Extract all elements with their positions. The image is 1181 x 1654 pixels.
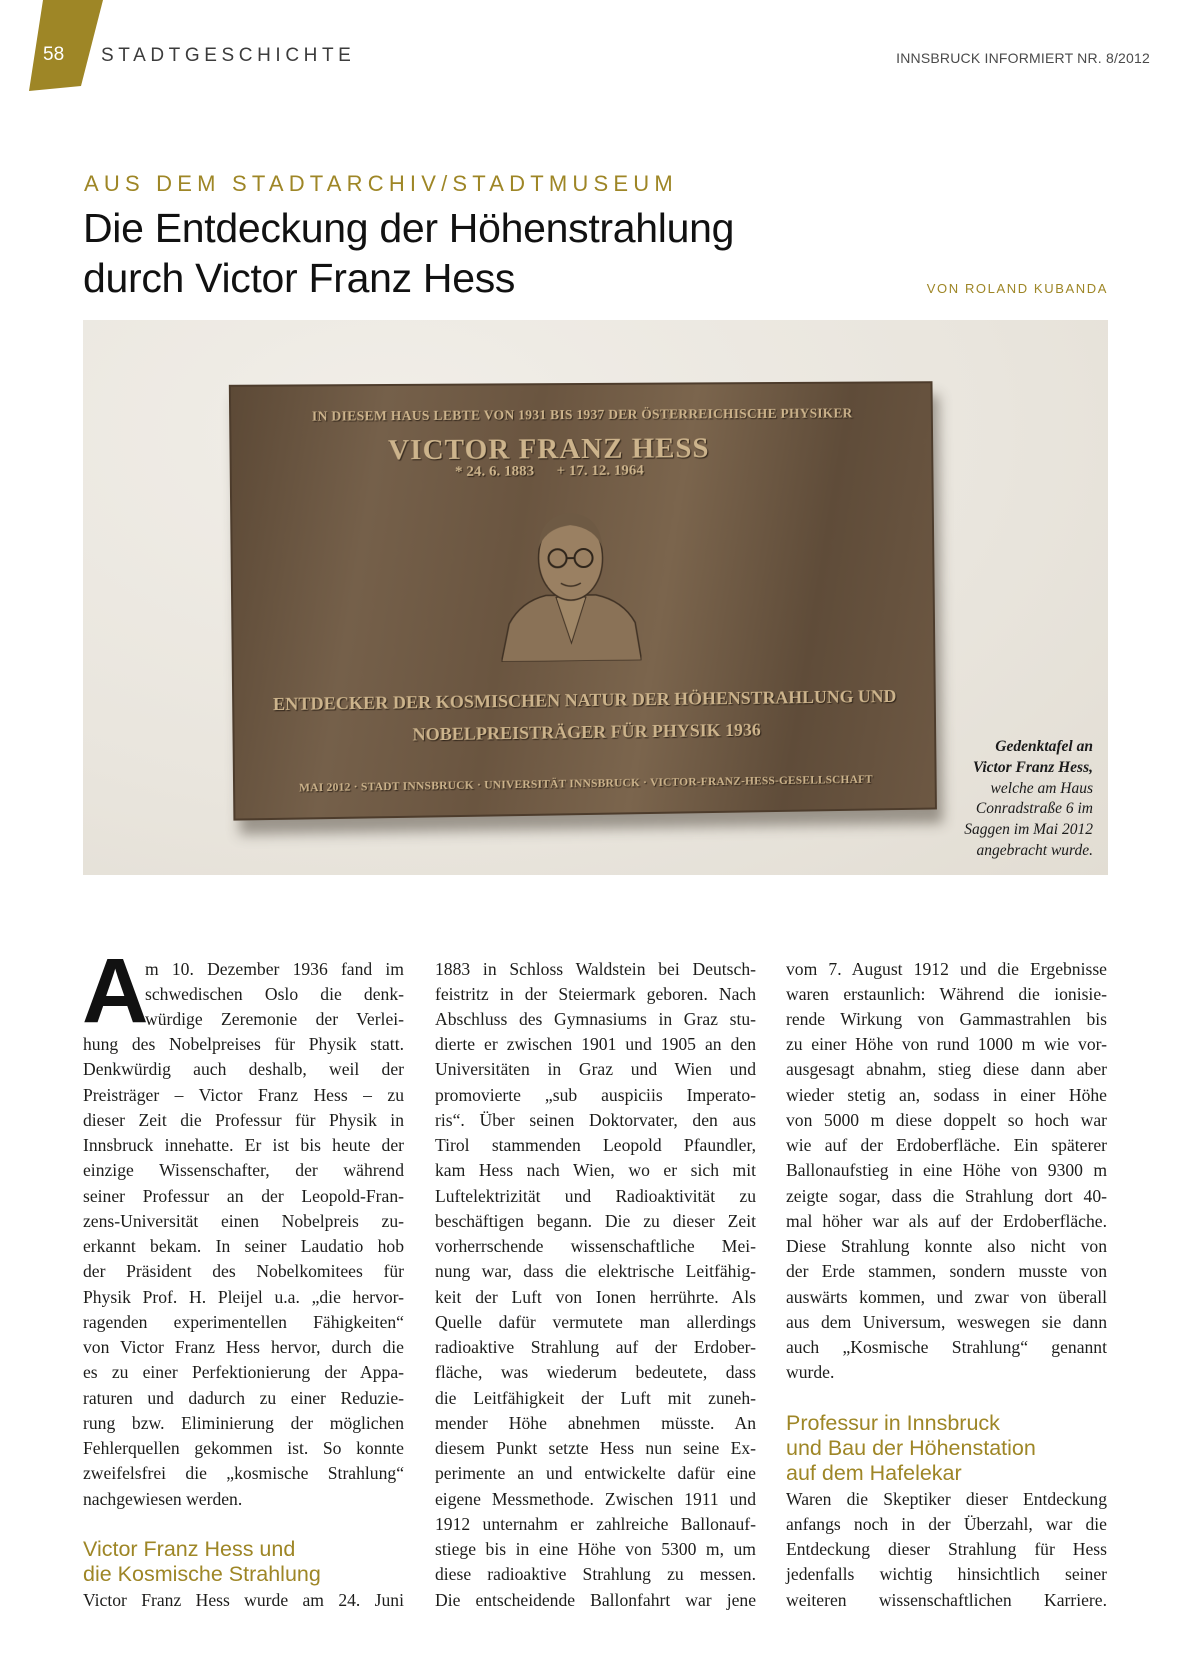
caption-line: Conradstraße 6 im	[975, 800, 1093, 818]
caption-line: welche am Haus	[990, 779, 1093, 797]
body-text-line: mender Höhe abnehmen müsste. An	[435, 1412, 756, 1433]
caption-line: Victor Franz Hess,	[972, 758, 1093, 776]
body-text-line: Fehlerquellen gekommen ist. So konnte	[83, 1438, 404, 1459]
body-text-line: Diese Strahlung konnte also nicht von	[786, 1236, 1107, 1257]
body-text-line: jedenfalls wichtig hinsichtlich seiner	[786, 1564, 1107, 1585]
body-text-line: weiteren wissenschaftlichen Karriere.	[786, 1589, 1107, 1610]
body-text-line: anfangs noch in der Überzahl, war die	[786, 1513, 1107, 1534]
body-text-line: ausgesagt abnahm, stieg diese dann aber	[786, 1059, 1107, 1080]
body-text-line: feistritz in der Steiermark geboren. Nach	[435, 983, 756, 1004]
body-text-line: Die entscheidende Ballonfahrt war jene	[435, 1589, 756, 1610]
article-title-line: Die Entdeckung der Höhenstrahlung	[83, 205, 735, 251]
body-text-line: die Leitfähigkeit der Luft mit zuneh-	[435, 1387, 756, 1408]
body-text-line: erkannt bekam. In seiner Laudatio hob	[83, 1236, 404, 1257]
body-text-line: vom 7. August 1912 und die Ergebnisse	[786, 958, 1107, 979]
body-text-line: rung bzw. Eliminierung der möglichen	[83, 1412, 404, 1433]
subheading-line: die Kosmische Strahlung	[83, 1562, 321, 1587]
body-text-line: Denkwürdig auch deshalb, weil der	[83, 1059, 404, 1080]
body-text-line: raturen und dadurch zu einer Reduzie-	[83, 1387, 404, 1408]
body-text-line: schwedischen Oslo die denk-	[145, 983, 404, 1004]
body-text-line: wie auf der Erdoberfläche. Ein späterer	[786, 1135, 1107, 1156]
body-text-line: diesem Punkt setzte Hess nun seine Ex-	[435, 1438, 756, 1459]
caption-line: Saggen im Mai 2012	[964, 821, 1093, 839]
plaque-photo	[83, 320, 1108, 875]
body-text-line: Entdeckung dieser Strahlung für Hess	[786, 1539, 1107, 1560]
section-title: STADTGESCHICHTE	[101, 45, 356, 66]
subheading-line: auf dem Hafelekar	[786, 1461, 962, 1486]
body-text-line: nachgewiesen werden.	[83, 1488, 243, 1509]
body-text-line: ragenden experimentellen Fähigkeiten“	[83, 1311, 404, 1332]
body-text-line: m 10. Dezember 1936 fand im	[145, 958, 404, 979]
byline: VON ROLAND KUBANDA	[926, 281, 1108, 296]
body-text-line: einzige Wissenschafter, der während	[83, 1160, 404, 1181]
body-text-line: diese radioaktive Strahlung zu messen.	[435, 1564, 756, 1585]
body-text-line: Victor Franz Hess wurde am 24. Juni	[83, 1589, 404, 1610]
body-text-line: 1912 unternahm er zahlreiche Ballonauf-	[435, 1513, 756, 1534]
article-title-line: durch Victor Franz Hess	[83, 255, 516, 301]
body-text-line: hung des Nobelpreises für Physik statt.	[83, 1034, 404, 1055]
plaque-name: VICTOR FRANZ HESS	[387, 432, 710, 467]
body-text-line: zens-Universität einen Nobelpreis zu-	[83, 1210, 404, 1231]
body-text-line: Tirol stammenden Leopold Pfaundler,	[435, 1135, 756, 1156]
plaque-text: MAI 2012 · STADT INNSBRUCK · UNIVERSITÄT INNSBRUCK · VICTOR-FRANZ-HESS-GESELLSCHAFT	[298, 773, 873, 795]
body-text-line: der Erde stammen, sondern musste von	[786, 1261, 1107, 1282]
body-text-line: von 5000 m diese doppelt so hoch war	[786, 1109, 1107, 1130]
body-text-line: dieser Zeit die Professur für Physik in	[83, 1109, 404, 1130]
body-text-line: würdige Zeremonie der Verlei-	[145, 1008, 404, 1029]
body-text-line: Innsbruck innehatte. Er ist bis heute der	[83, 1135, 404, 1156]
body-text-line: Quelle dafür vermutete man allerdings	[435, 1311, 756, 1332]
drop-cap: A	[82, 940, 149, 1042]
plaque-text: NOBELPREISTRÄGER FÜR PHYSIK 1936	[412, 719, 761, 745]
body-text-line: Physik Prof. H. Pleijel u.a. „die hervor-	[83, 1286, 404, 1307]
body-text-line: vorherrschende wissenschaftliche Mei-	[435, 1236, 756, 1257]
body-text-line: eigene Messmethode. Zwischen 1911 und	[435, 1488, 756, 1509]
body-text-line: nung war, dass die elektrische Leitfähig-	[435, 1261, 756, 1282]
body-text-line: Abschluss des Gymnasiums in Graz stu-	[435, 1008, 756, 1029]
body-text-line: kam Hess nach Wien, wo er sich mit	[435, 1160, 756, 1181]
body-text-line: zweifelsfrei die „kosmische Strahlung“	[83, 1463, 404, 1484]
body-text-line: mal höher war als auf der Erdoberfläche.	[786, 1210, 1107, 1231]
body-text-line: auch „Kosmische Strahlung“ genannt	[786, 1337, 1107, 1358]
photo-caption	[964, 737, 1093, 862]
body-text-line: Universitäten in Graz und Wien und	[435, 1059, 756, 1080]
body-text-line: ris“. Über seinen Doktorvater, den aus	[435, 1109, 756, 1130]
body-text-line: radioaktive Strahlung auf der Erdober-	[435, 1337, 756, 1358]
body-text-line: seiner Professur an der Leopold-Fran-	[83, 1185, 404, 1206]
body-text-line: rende Wirkung von Gammastrahlen bis	[786, 1008, 1107, 1029]
body-text-line: Ballonaufstieg in eine Höhe von 9300 m	[786, 1160, 1107, 1181]
plaque-dates: * 24. 6. 1883 + 17. 12. 1964	[454, 462, 644, 480]
subheading-line: Victor Franz Hess und	[83, 1537, 296, 1562]
body-text-line: wieder stetig an, sodass in einer Höhe	[786, 1084, 1107, 1105]
plaque-text: IN DIESEM HAUS LEBTE VON 1931 BIS 1937 DER ÖSTERREICHISCHE PHYSIKER	[311, 405, 853, 424]
article-kicker: AUS DEM STADTARCHIV/STADTMUSEUM	[84, 171, 678, 196]
portrait-relief	[500, 503, 642, 662]
body-text-line: Waren die Skeptiker dieser Entdeckung	[786, 1488, 1107, 1509]
caption-line: Gedenktafel an	[995, 738, 1093, 755]
page-number: 58	[43, 44, 65, 65]
plaque-text: ENTDECKER DER KOSMISCHEN NATUR DER HÖHENSTRAHLUNG UND	[272, 686, 897, 715]
subheading-line: und Bau der Höhenstation	[786, 1436, 1036, 1461]
body-text-line: von Victor Franz Hess hervor, durch die	[83, 1337, 404, 1358]
body-text-line: waren erstaunlich: Während die ionisie-	[786, 983, 1107, 1004]
body-text-line: 1883 in Schloss Waldstein bei Deutsch-	[435, 958, 756, 979]
memorial-plaque	[229, 381, 937, 820]
body-text-line: dierte er zwischen 1901 und 1905 an den	[435, 1034, 756, 1055]
body-text-line: es zu einer Perfektionierung der Appa-	[83, 1362, 404, 1383]
body-text-line: zu einer Höhe von rund 1000 m wie vor-	[786, 1034, 1107, 1055]
subheading-line: Professur in Innsbruck	[786, 1410, 1000, 1435]
body-text-line: auswärts kommen, und zwar von überall	[786, 1286, 1107, 1307]
body-text-line: Preisträger – Victor Franz Hess – zu	[83, 1084, 404, 1105]
body-text-line: beschäftigen begann. Die zu dieser Zeit	[435, 1210, 756, 1231]
body-text-line: wurde.	[786, 1362, 835, 1383]
body-text-line: perimente an und entwickelte dafür eine	[435, 1463, 756, 1484]
body-text-line: keit der Luft von Ionen herrührte. Als	[435, 1286, 756, 1307]
body-text-line: fläche, was wiederum bedeutete, dass	[435, 1362, 756, 1383]
body-text-line: zeigte sogar, dass die Strahlung dort 40-	[786, 1185, 1107, 1206]
body-text-line: Luftelektrizität und Radioaktivität zu	[435, 1185, 756, 1206]
body-text-line: promovierte „sub auspiciis Imperato-	[435, 1084, 756, 1105]
body-text-line: der Präsident des Nobelkomitees für	[83, 1261, 404, 1282]
issue-label: INNSBRUCK INFORMIERT NR. 8/2012	[896, 50, 1150, 66]
body-text-line: aus dem Universum, weswegen sie dann	[786, 1311, 1107, 1332]
body-text-line: stiege bis in eine Höhe von 5300 m, um	[435, 1539, 756, 1560]
caption-line: angebracht wurde.	[976, 841, 1093, 859]
